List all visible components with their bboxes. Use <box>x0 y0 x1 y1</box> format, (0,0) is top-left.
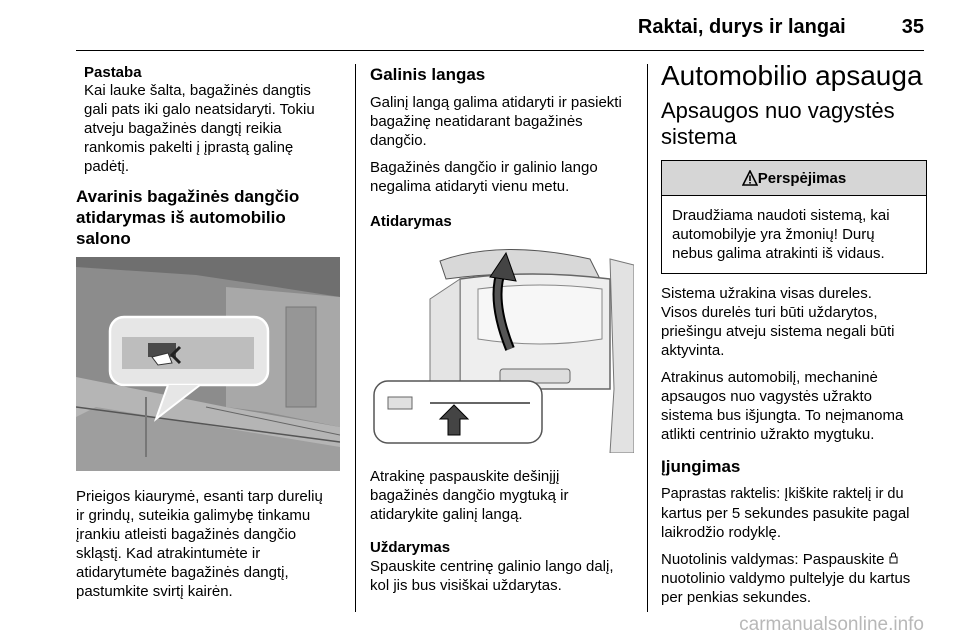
warning-box <box>661 160 927 274</box>
warning-triangle-icon <box>742 170 758 186</box>
body-paragraph: Atrakinę paspauskite dešinįjį bagažinės dangčio mygtuką ir atidarykite galinį langą. <box>370 468 569 523</box>
body-paragraph: Galinį langą galima atidaryti ir pasiekti bagažinę neatidarant bagažinės dangčio. <box>370 94 622 149</box>
body-paragraph: Sistema užrakina visas dureles. Visos durelės turi būti uždarytos, priešingu atveju sistema negali būti aktyvinta. <box>661 285 895 359</box>
warning-title: Perspėjimas <box>757 169 847 187</box>
header-rule <box>76 50 924 51</box>
body-paragraph: Atrakinus automobilį, mechaninė apsaugos nuo vagystės užrakto sistema bus išjungta. To neįmanoma atlikti centrinio užrakto mygtuku. <box>661 369 904 443</box>
warning-header <box>662 161 926 196</box>
body-paragraph: Spauskite centrinę galinio lango dalį, kol jis bus visiškai uždarytas. <box>370 558 614 594</box>
note-line: atveju bagažinės dangtį reikia <box>84 120 282 137</box>
section-heading: Įjungimas <box>661 457 741 476</box>
page-header <box>638 16 924 39</box>
note-line: gali pats iki galo neatsidaryti. Tokiu <box>84 101 315 118</box>
column-3 <box>661 60 927 607</box>
section-title: Apsaugos nuo vagystės sistema <box>661 98 895 149</box>
chapter-title: Automobilio apsauga <box>661 60 923 91</box>
section-heading: Galinis langas <box>370 65 486 84</box>
watermark: carmanualsonline.info <box>739 614 924 635</box>
body-paragraph: Nuotolinis valdymas: Paspauskite nuotolinio valdymo pultelyje du kartus per penkias sekundes. <box>661 551 911 606</box>
rear-window-illustration <box>370 239 634 453</box>
body-paragraph: Prieigos kiaurymė, esanti tarp durelių ir grindų, suteikia galimybę tinkamu įrankiu atleisti bagažinės dangčio skląstį. Kad atrakintumėte ir atidarytumėte bagažinės dangtį, pastumkite svirtį kairėn. <box>76 488 323 600</box>
note-line: rankomis pakelti į įprastą galinę <box>84 139 294 156</box>
body-paragraph: Paprastas raktelis: Įkiškite raktelį ir du kartus per 5 sekundes pasukite pagal laikrodžio rodyklę. <box>661 486 910 541</box>
note-line: padėtį. <box>84 158 130 175</box>
page-number: 35 <box>901 16 924 38</box>
column-1 <box>76 64 340 601</box>
note-title: Pastaba <box>84 64 142 81</box>
lock-icon <box>889 552 898 564</box>
trunk-interior-illustration <box>76 257 340 471</box>
column-divider-1 <box>355 64 356 612</box>
subheading-opening: Atidarymas <box>370 213 452 230</box>
running-title: Raktai, durys ir langai <box>637 16 846 38</box>
column-divider-2 <box>647 64 648 612</box>
body-paragraph: Bagažinės dangčio ir galinio lango negalima atidaryti vienu metu. <box>370 159 598 195</box>
section-heading: Avarinis bagažinės dangčio atidarymas iš automobilio salono <box>76 187 300 248</box>
note-line: Kai lauke šalta, bagažinės dangtis <box>84 82 311 99</box>
warning-body: Draudžiama naudoti sistemą, kai automobilyje yra žmonių! Durų nebus galima atrakinti iš vidaus. <box>672 207 890 262</box>
note-body <box>84 81 340 176</box>
column-2 <box>370 64 634 595</box>
subheading-closing: Uždarymas <box>370 539 451 556</box>
